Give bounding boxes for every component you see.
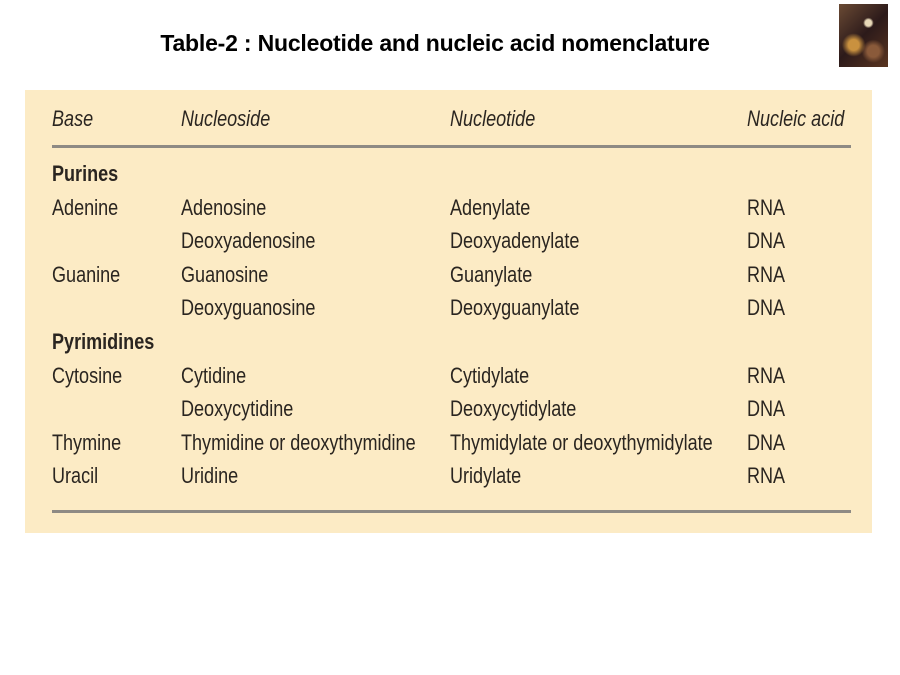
cell-nucleotide: Cytidylate bbox=[450, 363, 530, 388]
cell-nucleic-acid: RNA bbox=[747, 363, 786, 388]
cell-nucleic-acid: RNA bbox=[747, 262, 786, 287]
cell-nucleoside: Deoxyadenosine bbox=[181, 228, 316, 253]
column-header-nucleoside: Nucleoside bbox=[181, 106, 271, 131]
cell-nucleic-acid: DNA bbox=[747, 295, 786, 320]
cell-nucleoside: Deoxycytidine bbox=[181, 396, 294, 421]
cell-nucleic-acid: RNA bbox=[747, 463, 786, 488]
cell-nucleic-acid: DNA bbox=[747, 396, 786, 421]
cell-nucleoside: Adenosine bbox=[181, 195, 267, 220]
cell-base: Thymine bbox=[52, 430, 122, 455]
group-label-purines: Purines bbox=[52, 161, 119, 186]
cell-nucleoside: Cytidine bbox=[181, 363, 247, 388]
cell-nucleoside: Uridine bbox=[181, 463, 239, 488]
cell-nucleoside: Thymidine or deoxythymidine bbox=[181, 430, 416, 455]
column-header-nucleotide: Nucleotide bbox=[450, 106, 536, 131]
column-header-nucleic-acid: Nucleic acid bbox=[747, 106, 845, 131]
decorative-photo-image bbox=[839, 4, 888, 67]
cell-base: Guanine bbox=[52, 262, 121, 287]
cell-nucleoside: Deoxyguanosine bbox=[181, 295, 316, 320]
cell-nucleotide: Deoxyguanylate bbox=[450, 295, 580, 320]
cell-nucleotide: Guanylate bbox=[450, 262, 533, 287]
cell-nucleotide: Uridylate bbox=[450, 463, 522, 488]
cell-base: Adenine bbox=[52, 195, 119, 220]
column-header-base: Base bbox=[52, 106, 94, 131]
cell-base: Uracil bbox=[52, 463, 99, 488]
cell-nucleoside: Guanosine bbox=[181, 262, 269, 287]
group-label-pyrimidines: Pyrimidines bbox=[52, 329, 155, 354]
cell-nucleic-acid: RNA bbox=[747, 195, 786, 220]
cell-nucleotide: Deoxyadenylate bbox=[450, 228, 580, 253]
cell-base: Cytosine bbox=[52, 363, 123, 388]
cell-nucleic-acid: DNA bbox=[747, 228, 786, 253]
footer-rule bbox=[52, 510, 851, 513]
page-title: Table-2 : Nucleotide and nucleic acid nomenclature bbox=[160, 30, 710, 56]
header-rule bbox=[52, 145, 851, 148]
nomenclature-table bbox=[25, 90, 872, 533]
cell-nucleotide: Deoxycytidylate bbox=[450, 396, 577, 421]
cell-nucleotide: Thymidylate or deoxythymidylate bbox=[450, 430, 713, 455]
cell-nucleic-acid: DNA bbox=[747, 430, 786, 455]
cell-nucleotide: Adenylate bbox=[450, 195, 531, 220]
